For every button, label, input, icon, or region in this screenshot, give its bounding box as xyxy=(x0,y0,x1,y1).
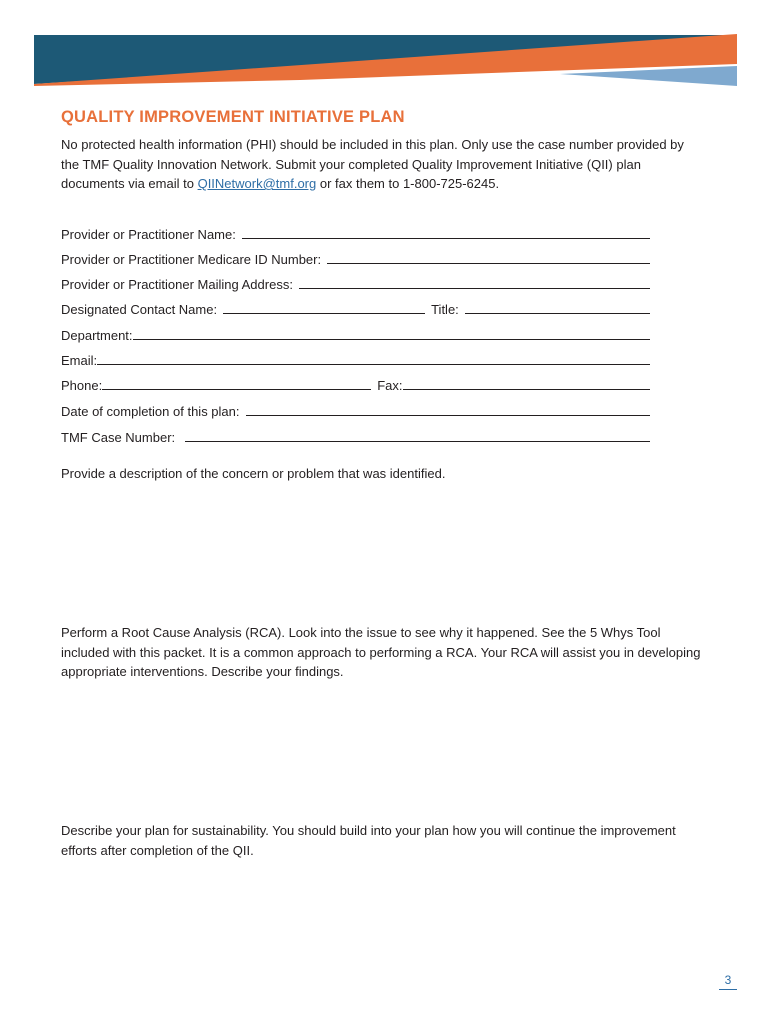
contact-name-label: Designated Contact Name: xyxy=(61,302,218,317)
phone-input[interactable] xyxy=(102,388,371,390)
email-field xyxy=(61,350,650,368)
department-field xyxy=(61,325,650,343)
concern-response-area[interactable] xyxy=(61,490,650,610)
contact-title-label: Title: xyxy=(431,302,459,317)
case-number-label: TMF Case Number: xyxy=(61,430,176,445)
department-input[interactable] xyxy=(133,338,650,340)
email-link[interactable]: QIINetwork@tmf.org xyxy=(197,176,317,191)
case-number-field xyxy=(61,427,650,445)
fax-input[interactable] xyxy=(403,388,651,390)
medicare-id-field xyxy=(61,249,650,267)
concern-prompt: Provide a description of the concern or problem that was identified. xyxy=(61,466,446,481)
mailing-address-input[interactable] xyxy=(299,287,650,289)
provider-name-input[interactable] xyxy=(242,237,650,239)
rca-prompt: Perform a Root Cause Analysis (RCA). Look into the issue to see why it happened. See the 5 Whys Tool included with this packet. It is a common approach to performing a RCA. Your RCA will assist you in developing appropriate interventions. Describe your findings. xyxy=(61,625,701,679)
page-title: QUALITY IMPROVEMENT INITIATIVE PLAN xyxy=(61,108,405,126)
rca-response-area[interactable] xyxy=(61,690,650,810)
intro-text-end: or fax them to 1-800-725-6245. xyxy=(316,176,500,191)
provider-name-label: Provider or Practitioner Name: xyxy=(61,227,236,242)
intro-paragraph xyxy=(61,135,701,194)
email-label: Email: xyxy=(61,353,98,368)
sustainability-response-area[interactable] xyxy=(61,868,650,958)
phone-fax-field xyxy=(61,375,650,393)
completion-date-field xyxy=(61,401,650,419)
medicare-id-label: Provider or Practitioner Medicare ID Number: xyxy=(61,252,322,267)
page-number: 3 xyxy=(719,971,737,990)
provider-name-field xyxy=(61,224,650,242)
contact-title-field xyxy=(61,299,650,317)
case-number-input[interactable] xyxy=(185,440,650,442)
header-banner xyxy=(0,0,770,100)
department-label: Department: xyxy=(61,328,133,343)
phone-label: Phone: xyxy=(61,378,103,393)
sustainability-prompt: Describe your plan for sustainability. You should build into your plan how you will continue the improvement efforts after completion of the QII. xyxy=(61,823,676,858)
mailing-address-field xyxy=(61,274,650,292)
medicare-id-input[interactable] xyxy=(327,262,650,264)
contact-name-input[interactable] xyxy=(223,312,425,314)
completion-date-input[interactable] xyxy=(246,414,651,416)
contact-title-input[interactable] xyxy=(465,312,650,314)
mailing-address-label: Provider or Practitioner Mailing Address: xyxy=(61,277,293,292)
intro-text: No protected health information (PHI) should be included in this plan. Only use the case number provided by the TMF Quality Innovation Network. Submit your completed Quality Improvement Initiative (QII) plan documents via email to xyxy=(61,137,684,191)
completion-date-label: Date of completion of this plan: xyxy=(61,404,240,419)
fax-label: Fax: xyxy=(377,378,403,393)
email-input[interactable] xyxy=(97,363,650,365)
